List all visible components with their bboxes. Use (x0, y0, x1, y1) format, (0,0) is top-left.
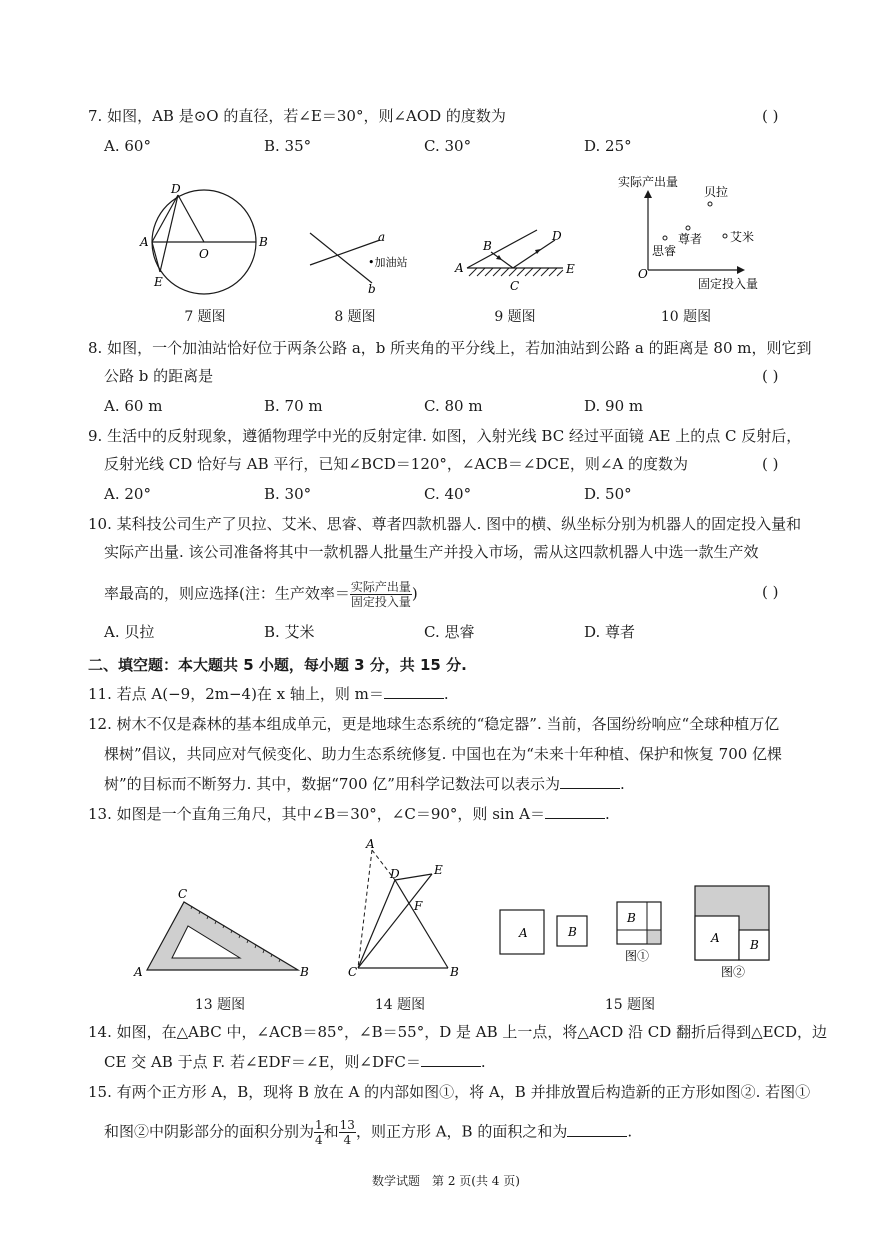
chord-da (152, 195, 178, 242)
figure-13-set-square (132, 888, 312, 983)
label-b: b (368, 282, 376, 296)
label-aimi: 艾米 (730, 230, 755, 244)
q7-option-b: B. 35° (264, 137, 312, 155)
chord-de (160, 195, 178, 272)
q15-mid: 和 (323, 1122, 339, 1141)
q14-line2-post: . (480, 1053, 486, 1071)
section-heading-fill-in: 二、填空题：本大题共 5 小题，每小题 3 分，共 15 分. (88, 656, 467, 674)
fig2-a-label: A (711, 931, 720, 945)
q15-line2-post: ，则正方形 A，B 的面积之和为 (355, 1122, 568, 1141)
caption-fig10: 10 题图 (660, 309, 712, 325)
fraction-denominator: 4 (343, 1133, 352, 1147)
point-zunzhe (686, 226, 690, 230)
q7-option-d: D. 25° (584, 137, 632, 155)
label-e: E (434, 863, 443, 877)
point-aimi (723, 234, 727, 238)
q9-stem-line1: 9. 生活中的反射现象，遵循物理学中光的反射定律. 如图，入射光线 BC 经过平面镜 AE 上的点 C 反射后， (88, 427, 802, 445)
q10-efficiency-fraction (350, 580, 412, 609)
q10-option-a: A. 贝拉 (104, 623, 155, 641)
label-e: E (566, 262, 575, 276)
label-f: F (414, 899, 423, 913)
q8-stem-line2: 公路 b 的距离是 (104, 367, 214, 385)
fraction-numerator: 实际产出量 (350, 580, 411, 594)
label-bella: 贝拉 (704, 185, 729, 199)
label-b: B (450, 965, 459, 979)
q14-line1: 14. 如图，在△ABC 中，∠ACB＝85°，∠B＝55°，D 是 AB 上一点，将△ACD 沿 CD 翻折后得到△ECD，边 (88, 1023, 828, 1041)
label-o: O (199, 247, 209, 261)
figure-7-circle (140, 180, 270, 300)
label-zunzhe: 尊者 (678, 232, 703, 246)
x-axis-label: 固定投入量 (698, 277, 759, 291)
label-b: B (259, 235, 268, 249)
q12-line1: 12. 树木不仅是森林的基本组成单元，更是地球生态系统的“稳定器”. 当前，各国纷纷响应“全球种植万亿 (88, 715, 780, 733)
chord-ae (152, 242, 160, 272)
x-arrow (737, 266, 745, 274)
q8-stem-line1: 8. 如图，一个加油站恰好位于两条公路 a，b 所夹角的平分线上，若加油站到公路 a 的距离是 80 m，则它到 (88, 339, 812, 357)
q15-line2 (104, 1118, 632, 1147)
segment-cd (358, 880, 395, 968)
q12-line3-pre: 树”的目标而不断努力. 其中，数据“700 亿”用科学记数法可以表示为 (104, 775, 560, 793)
caption-fig13: 13 题图 (194, 997, 246, 1013)
reflected-ray-cd (513, 240, 555, 268)
q10-answer-paren: ( ) (762, 583, 779, 601)
fraction-numerator: 1 (315, 1118, 323, 1132)
caption-fig9: 9 题图 (494, 309, 536, 325)
point-bella (708, 202, 712, 206)
label-b: B (483, 239, 492, 253)
triangle-outer (147, 902, 298, 970)
caption-fig15: 15 题图 (604, 997, 656, 1013)
origin-label: O (638, 267, 648, 281)
q11-post: . (443, 685, 449, 703)
q9-stem-line2: 反射光线 CD 恰好与 AB 平行，已知∠BCD＝120°，∠ACB＝∠DCE，则∠A 的度数为 (104, 455, 689, 473)
q10-stem-line3 (104, 580, 418, 609)
fig1-caption: 图① (625, 949, 650, 963)
fig1-b-label: B (627, 911, 636, 925)
q9-option-a: A. 20° (104, 485, 151, 503)
q14-line2-pre: CE 交 AB 于点 F. 若∠EDF＝∠E，则∠DFC＝ (104, 1053, 421, 1071)
q13-pre: 13. 如图是一个直角三角尺，其中∠B＝30°，∠C＝90°，则 sin A＝ (88, 805, 545, 823)
q8-option-a: A. 60 m (104, 397, 163, 415)
label-a: A (455, 261, 464, 275)
label-a: A (366, 837, 375, 851)
q12-line2: 棵树”倡议，共同应对气候变化、助力生态系统修复. 中国也在为“未来十年种植、保护和恢复 700 亿棵 (104, 745, 783, 763)
fig2-caption: 图② (721, 965, 746, 979)
label-b: B (300, 965, 309, 979)
point-sirui (663, 236, 667, 240)
q10-option-b: B. 艾米 (264, 623, 315, 641)
q15-end: . (627, 1122, 633, 1141)
fraction-denominator: 固定投入量 (350, 595, 411, 609)
q10-line3-pre: 率最高的，则应选择(注：生产效率＝ (104, 584, 350, 603)
y-arrow (644, 190, 652, 198)
figure-15-squares (495, 882, 780, 982)
q11-stem (88, 684, 449, 704)
segment-de (395, 874, 432, 880)
q15-fraction-2 (339, 1118, 356, 1147)
segment-do (178, 195, 204, 242)
q11-pre: 11. 若点 A(−9，2m−4)在 x 轴上，则 m＝ (88, 685, 384, 703)
q8-option-b: B. 70 m (264, 397, 323, 415)
caption-fig14: 14 题图 (374, 997, 426, 1013)
q12-line3 (104, 774, 625, 794)
q9-answer-paren: ( ) (762, 455, 779, 473)
q10-stem-line1: 10. 某科技公司生产了贝拉、艾米、思睿、尊者四款机器人. 图中的横、纵坐标分别为机器人的固定投入量和 (88, 515, 802, 533)
q11-answer-blank (384, 684, 444, 699)
q13-stem (88, 804, 610, 824)
figure-10-scatter (618, 170, 778, 295)
square-b-label: B (568, 925, 577, 939)
mirror-hatching (469, 268, 563, 276)
q15-fraction-1 (314, 1118, 324, 1147)
q13-post: . (604, 805, 610, 823)
fig1-shaded (647, 930, 661, 944)
caption-fig7: 7 题图 (184, 309, 226, 325)
q14-answer-blank (421, 1052, 481, 1067)
segment-ce (358, 874, 432, 968)
q8-answer-paren: ( ) (762, 367, 779, 385)
square-a-label: A (519, 926, 528, 940)
label-e: E (154, 275, 163, 289)
road-b (310, 233, 372, 283)
label-a: A (140, 235, 149, 249)
label-d: D (552, 229, 562, 243)
figure-9-reflection (455, 228, 585, 298)
label-a: a (378, 230, 386, 244)
q10-line3-post: ) (411, 584, 418, 603)
page-footer: 数学试题 第 2 页(共 4 页) (372, 1174, 520, 1188)
caption-fig8: 8 题图 (334, 309, 376, 325)
label-sirui: 思睿 (652, 244, 677, 258)
q14-line2 (104, 1052, 486, 1072)
label-d: D (390, 867, 400, 881)
q8-option-c: C. 80 m (424, 397, 483, 415)
side-db (395, 880, 448, 968)
q7-answer-paren: ( ) (762, 107, 779, 125)
q9-option-d: D. 50° (584, 485, 632, 503)
fig2-b-label: B (750, 938, 759, 952)
q8-option-d: D. 90 m (584, 397, 644, 415)
label-c: C (348, 965, 358, 979)
q15-line2-pre: 和图②中阴影部分的面积分别为 (104, 1122, 315, 1141)
q10-option-d: D. 尊者 (584, 623, 636, 641)
gas-station-label: •加油站 (368, 256, 408, 269)
q7-stem: 7. 如图，AB 是⊙O 的直径，若∠E＝30°，则∠AOD 的度数为 (88, 107, 506, 125)
q7-option-a: A. 60° (104, 137, 151, 155)
figure-1 (617, 902, 661, 963)
fraction-denominator: 4 (315, 1133, 323, 1147)
q10-stem-line2: 实际产出量. 该公司准备将其中一款机器人批量生产并投入市场，需从这四款机器人中选一款生产效 (104, 543, 759, 561)
figure-14-folded-triangle (340, 838, 470, 983)
fraction-numerator: 13 (339, 1118, 355, 1132)
figure-8-roads (300, 225, 430, 295)
q12-line3-post: . (619, 775, 625, 793)
q10-option-c: C. 思睿 (424, 623, 475, 641)
q9-option-b: B. 30° (264, 485, 312, 503)
figure-2 (695, 886, 769, 979)
label-c: C (178, 887, 188, 901)
q13-answer-blank (545, 804, 605, 819)
q9-option-c: C. 40° (424, 485, 472, 503)
ray-ab (467, 230, 537, 268)
q7-option-c: C. 30° (424, 137, 472, 155)
q15-answer-blank (567, 1122, 627, 1137)
q12-answer-blank (560, 774, 620, 789)
label-a: A (134, 965, 143, 979)
label-d: D (171, 182, 181, 196)
y-axis-label: 实际产出量 (618, 175, 679, 189)
label-c: C (510, 279, 520, 293)
q15-line1: 15. 有两个正方形 A，B，现将 B 放在 A 的内部如图①，将 A，B 并排放置后构造新的正方形如图②. 若图① (88, 1083, 811, 1101)
